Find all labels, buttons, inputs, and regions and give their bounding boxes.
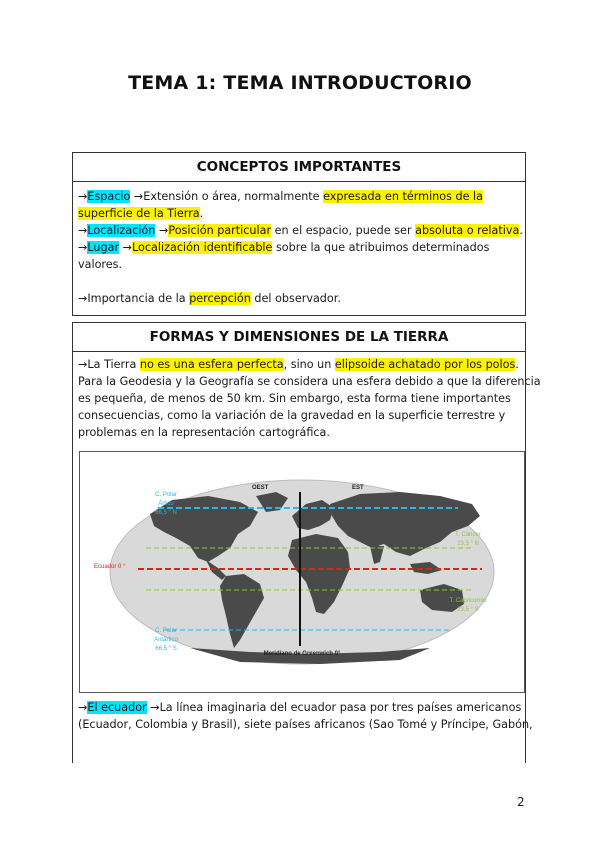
formas-line-1 — [78, 356, 519, 373]
term-ecuador: El ecuador — [87, 701, 147, 714]
arctic-label-1: C. Polar — [155, 492, 177, 498]
arctic-label-2: Ártico — [158, 501, 174, 507]
arrow-icon: → — [130, 190, 144, 203]
ecuador-text: La línea imaginaria del ecuador pasa por tres países americanos — [159, 701, 522, 714]
arrow-icon: → — [78, 224, 88, 237]
localizacion-line — [78, 222, 523, 239]
importancia-highlight: percepción — [189, 292, 251, 305]
lugar-highlight: Localización identificable — [132, 241, 273, 254]
est-label: EST — [352, 485, 364, 491]
ecuador-label: Ecuador 0 ° — [94, 564, 126, 570]
greenwich-label: Meridiano de Greenwich 0° — [263, 651, 341, 657]
formas-line-3: es pequeña, de menos de 50 km. Sin embargo, esta forma tiene importantes — [78, 392, 511, 405]
lugar-text: sobre la que atribuimos determinados — [272, 241, 490, 254]
term-localizacion: Localización — [87, 224, 156, 237]
punct: . — [515, 358, 519, 371]
espacio-line-2 — [78, 205, 519, 222]
localizacion-highlight-2: absoluta o relativa — [415, 224, 520, 237]
localizacion-highlight: Posición particular — [168, 224, 272, 237]
formas-heading: FORMAS Y DIMENSIONES DE LA TIERRA — [73, 323, 525, 352]
world-map-svg — [80, 452, 524, 692]
espacio-highlight: expresada en términos de la — [323, 190, 483, 203]
arrow-icon: → — [78, 701, 88, 714]
lugar-line-2: valores. — [78, 258, 123, 271]
oest-label: OEST — [252, 485, 269, 491]
antarctic-label-1: C. Polar — [155, 628, 177, 634]
conceptos-body — [73, 182, 525, 315]
ecuador-line-1 — [78, 699, 522, 716]
term-espacio: Espacio — [87, 190, 131, 203]
capricornio-label-1: T. Capricornio — [449, 598, 487, 604]
formas-highlight-2: elipsoide achatado por los polos — [334, 358, 516, 371]
lugar-line — [78, 239, 519, 256]
conceptos-box — [72, 152, 526, 316]
punct: . — [199, 207, 204, 220]
arrow-icon: → — [78, 190, 88, 203]
punct: . — [519, 224, 523, 237]
world-map-figure — [79, 451, 525, 693]
importancia-text-2: del observador. — [250, 292, 341, 305]
page-number: 2 — [517, 795, 525, 809]
term-lugar: Lugar — [87, 241, 120, 254]
espacio-text: Extensión o área, normalmente — [143, 190, 324, 203]
importancia-line — [78, 290, 519, 307]
formas-body — [73, 352, 541, 741]
page-title: TEMA 1: TEMA INTRODUCTORIO — [128, 72, 472, 94]
arrow-icon: → — [119, 241, 132, 254]
conceptos-heading: CONCEPTOS IMPORTANTES — [73, 153, 525, 182]
formas-text-2: , sino un — [283, 358, 335, 371]
antarctic-label-2: Antártico — [154, 637, 178, 643]
formas-highlight: no es una esfera perfecta — [139, 358, 284, 371]
arrow-icon: → — [78, 241, 88, 254]
antarctic-label-3: 66,5 ° S — [155, 646, 177, 652]
ecuador-line-2: (Ecuador, Colombia y Brasil), siete países africanos (Sao Tomé y Príncipe, Gabón, — [78, 718, 533, 731]
arrow-icon: → — [146, 701, 160, 714]
importancia-text: →Importancia de la — [78, 292, 190, 305]
cancer-label-1: T. Cáncer — [455, 532, 481, 538]
formas-text: →La Tierra — [78, 358, 140, 371]
arrow-icon: → — [155, 224, 169, 237]
capricornio-label-2: 23,5 ° S — [457, 607, 479, 613]
arctic-label-3: 66,5 ° N — [155, 510, 177, 516]
espacio-line — [78, 188, 519, 205]
cancer-label-2: 23,5 ° N — [457, 541, 479, 547]
formas-box — [72, 322, 541, 763]
localizacion-text: en el espacio, puede ser — [271, 224, 416, 237]
espacio-highlight-2: superficie de la Tierra — [78, 207, 200, 220]
formas-line-5: problemas en la representación cartográfica. — [78, 426, 330, 439]
formas-line-2: Para la Geodesia y la Geografía se considera una esfera debido a que la diferencia — [78, 375, 541, 388]
formas-line-4: consecuencias, como la variación de la gravedad en la superficie terrestre y — [78, 409, 506, 422]
